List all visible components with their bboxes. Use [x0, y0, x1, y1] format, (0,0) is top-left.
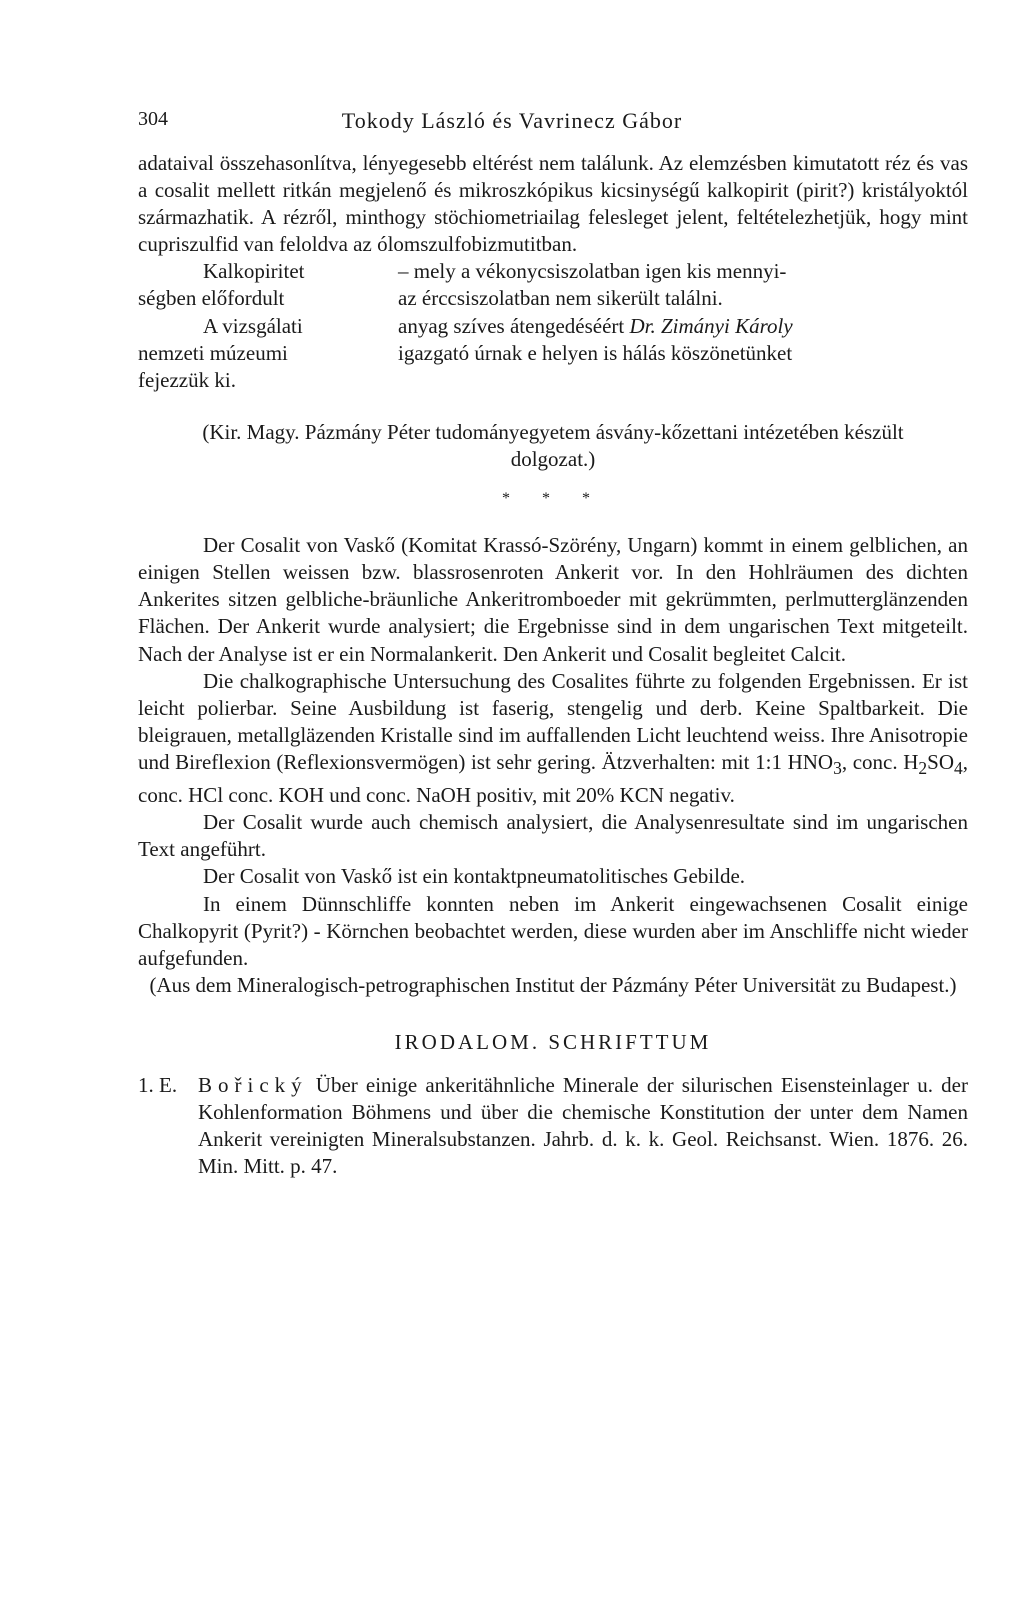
de-text: , conc. HCl conc. KOH und conc. NaOH positiv, mit 20% KCN negativ.: [138, 749, 969, 808]
hu-paragraph-2: [138, 258, 968, 393]
hu-line-4: [138, 340, 968, 367]
hu-line-3: [138, 313, 968, 340]
hu-line-2: [138, 285, 968, 312]
section-separator: * * *: [502, 490, 604, 508]
hu-line-left: nemzeti múzeumi: [138, 340, 288, 365]
page-number: 304: [138, 108, 168, 130]
hu-line-left: fejezzük ki.: [138, 367, 236, 392]
literature-entry: [138, 1072, 968, 1180]
hu-line-5: [138, 367, 968, 394]
body-text: [138, 150, 968, 1180]
de-paragraph-2: [138, 668, 968, 810]
hu-line-1: [138, 258, 968, 285]
reference-body: Über einige ankeritähnliche Minerale der silurischen Eisensteinlager u. der Kohlenformation Böhmens und über die chemische Konstitution der unter dem Namen Ankerit vereinigten Mineralsubstanzen. Jahrb. d. k. k. Geol. Reichsanst. Wien. 1876. 26. Min. Mitt. p. 47.: [198, 1073, 968, 1179]
hu-line-left: ségben előfordult: [138, 286, 285, 311]
hu-line-right: – mely a vékonycsiszolatban igen kis mennyi-: [398, 259, 787, 284]
reference-author: Bořický: [198, 1073, 308, 1097]
de-paragraph-5: In einem Dünnschliffe konnten neben im Ankerit eingewachsenen Cosalit einige Chalkopyrit (Pyrit?) - Körnchen beobachtet werden, diese wurden aber im Anschliffe nicht wieder aufgefunden.: [138, 891, 968, 970]
de-paragraph-1: Der Cosalit von Vaskő (Komitat Krassó-Szörény, Ungarn) kommt in einem gelblichen, an einigen Stellen weissen bzw. blassrosenroten Ankerit vor. In den Hohlräumen des dichten Ankerites sitzen gelbliche-bräunliche Ankeritromboeder mit gekrümmten, perlmutterglänzenden Flächen. Der Ankerit wurde analysiert; die Ergebnisse sind in dem ungarischen Text mitgeteilt. Nach der Analyse ist er ein Normalankerit. Den Ankerit und Cosalit begleitet Calcit.: [138, 533, 968, 666]
hu-line-right: az érccsiszolatban nem sikerült találni.: [398, 286, 723, 311]
subscript: 3: [833, 758, 842, 779]
hu-line-left: A vizsgálati: [203, 313, 303, 338]
de-paragraph-4: Der Cosalit von Vaskő ist ein kontaktpneumatolitisches Gebilde.: [203, 864, 746, 889]
de-text: SO: [927, 749, 955, 774]
hu-line-left: Kalkopiritet: [203, 259, 305, 284]
person-name: Dr. Zimányi Károly: [629, 313, 793, 338]
spacer: [138, 394, 968, 419]
de-paragraph-3: Der Cosalit wurde auch chemisch analysiert, die Analysenresultate sind im ungarischen Text angeführt.: [138, 810, 968, 862]
de-text: , conc. H: [841, 749, 919, 774]
hu-line-right: [398, 313, 968, 340]
hu-line-right: [398, 367, 968, 394]
reference-number: 1. E.: [138, 1073, 178, 1097]
literature-heading: IRODALOM. SCHRIFTTUM: [394, 1029, 712, 1054]
hu-line-right: igazgató úrnak e helyen is hálás köszönetünket: [398, 340, 793, 365]
de-institute-note: (Aus dem Mineralogisch-petrographischen Institut der Pázmány Péter Universität zu Budapest.): [149, 972, 957, 997]
hu-institute-note: (Kir. Magy. Pázmány Péter tudományegyetem ásvány-kőzettani intézetében készült dolgozat.): [202, 419, 904, 471]
running-head: Tokody László és Vavrinecz Gábor: [341, 108, 683, 133]
subscript: 2: [918, 758, 928, 779]
de-text: Die chalkographische Untersuchung des Cosalites führte zu folgenden Ergebnissen. Er ist leicht polierbar. Seine Ausbildung ist faserig, stengelig und derb. Keine Spaltbarkeit. Die bleigrauen, metallgläzenden Kristalle sind im auffallenden Licht leuchtend weiss. Ihre Anisotropie und Bireflexion (Reflexionsvermögen) ist sehr gering. Ätzverhalten: mit 1:1 HNO: [138, 668, 968, 774]
reference-text: [198, 1072, 968, 1180]
hu-line-right-text: anyag szíves átengedéséért: [398, 313, 630, 338]
hu-paragraph-1: adataival összehasonlítva, lényegesebb eltérést nem találunk. Az elemzésben kimutatott réz és vas a cosalit mellett ritkán megjelenő és mikroszkópikus kicsinységű kalkopirit (pirit?) kristályoktól származhatik. A rézről, minthogy stöchiometriailag felesleget jelent, feltételezhetjük, hogy mint cupriszulfid van feloldva az ólomszulfobizmutitban.: [138, 151, 968, 257]
subscript: 4: [954, 758, 963, 779]
